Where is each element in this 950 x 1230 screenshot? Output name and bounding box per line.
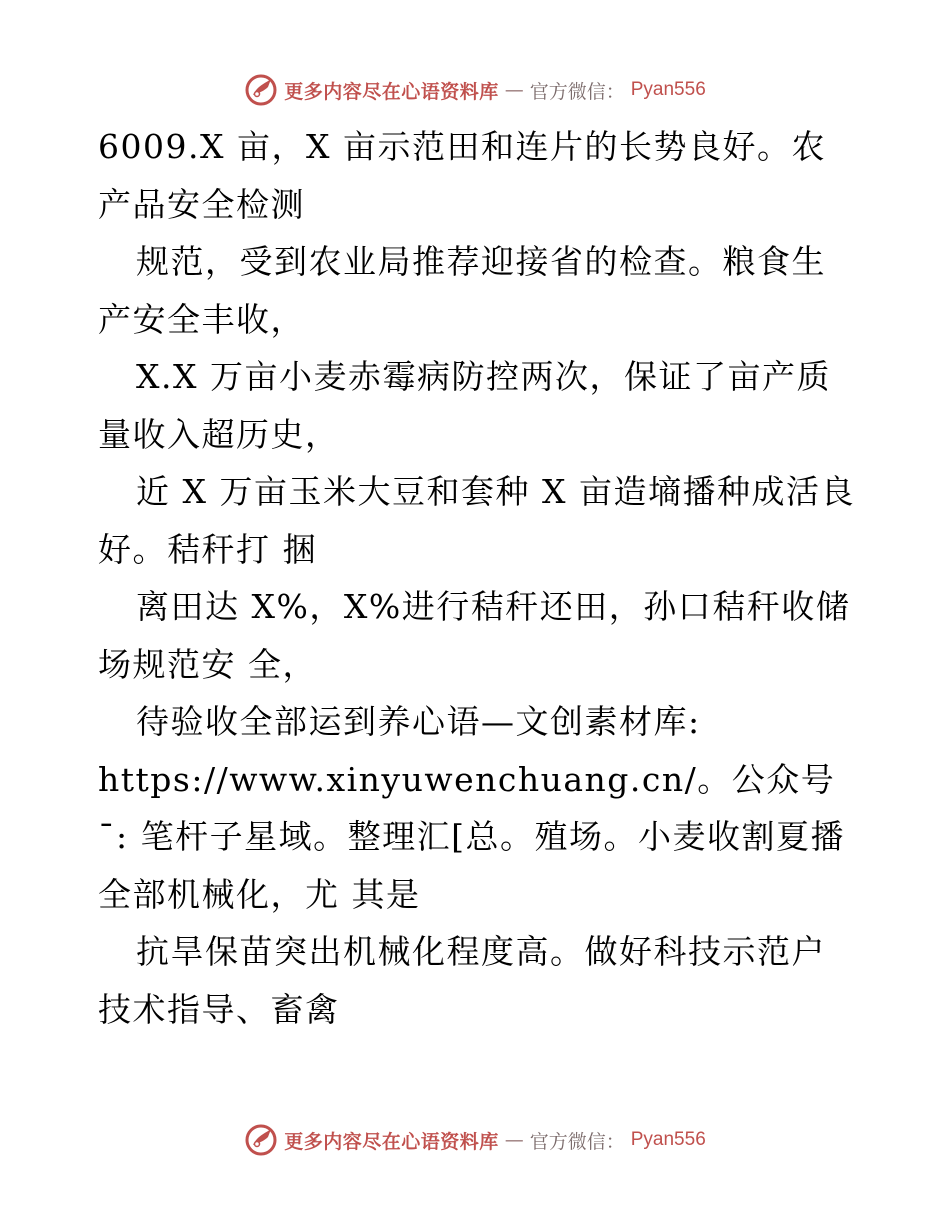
footer-watermark [0, 1120, 950, 1160]
brand-logo-icon [244, 1123, 278, 1157]
footer-wechat-label: 官方微信： [529, 1130, 625, 1153]
footer-site-text: 更多内容尽在心语资料库 [284, 1130, 499, 1153]
header-watermark [0, 70, 950, 110]
paragraph-4: 近 X 万亩玉米大豆和套种 X 亩造墒播种成活良好。秸秆打 捆 [98, 472, 855, 569]
paragraph-8: 抗旱保苗突出机械化程度高。做好科技示范户技术指导、畜禽 [98, 932, 826, 1029]
header-separator: — [504, 79, 524, 101]
paragraph-5: 离田达 X%，X%进行秸秆还田，孙口秸秆收储场规范安 全， [98, 587, 851, 684]
footer-wechat-id: Pyan556 [630, 1129, 706, 1150]
paragraph-2: 规范，受到农业局推荐迎接省的检查。粮食生产安全丰收， [98, 242, 826, 339]
header-wechat-label: 官方微信： [529, 80, 625, 103]
footer-separator: — [504, 1129, 524, 1151]
brand-logo-icon [244, 73, 278, 107]
paragraph-3: X.X 万亩小麦赤霉病防控两次，保证了亩产质量收入超历史， [98, 357, 831, 454]
paragraph-1: 6009.X 亩，X 亩示范田和连片的长势良好。农产品安全检测 [98, 127, 826, 224]
paragraph-6: 待验收全部运到养心语—文创素材库: [136, 702, 701, 741]
paragraph-7: https://www.xinyuwenchuang.cn/。公众号ˉ: 笔杆子星域。整理汇[总。殖场。小麦收割夏播全部机械化，尤 其是 [98, 759, 845, 914]
header-site-text: 更多内容尽在心语资料库 [284, 80, 499, 103]
document-body [98, 118, 858, 1038]
header-wechat-id: Pyan556 [630, 79, 706, 100]
